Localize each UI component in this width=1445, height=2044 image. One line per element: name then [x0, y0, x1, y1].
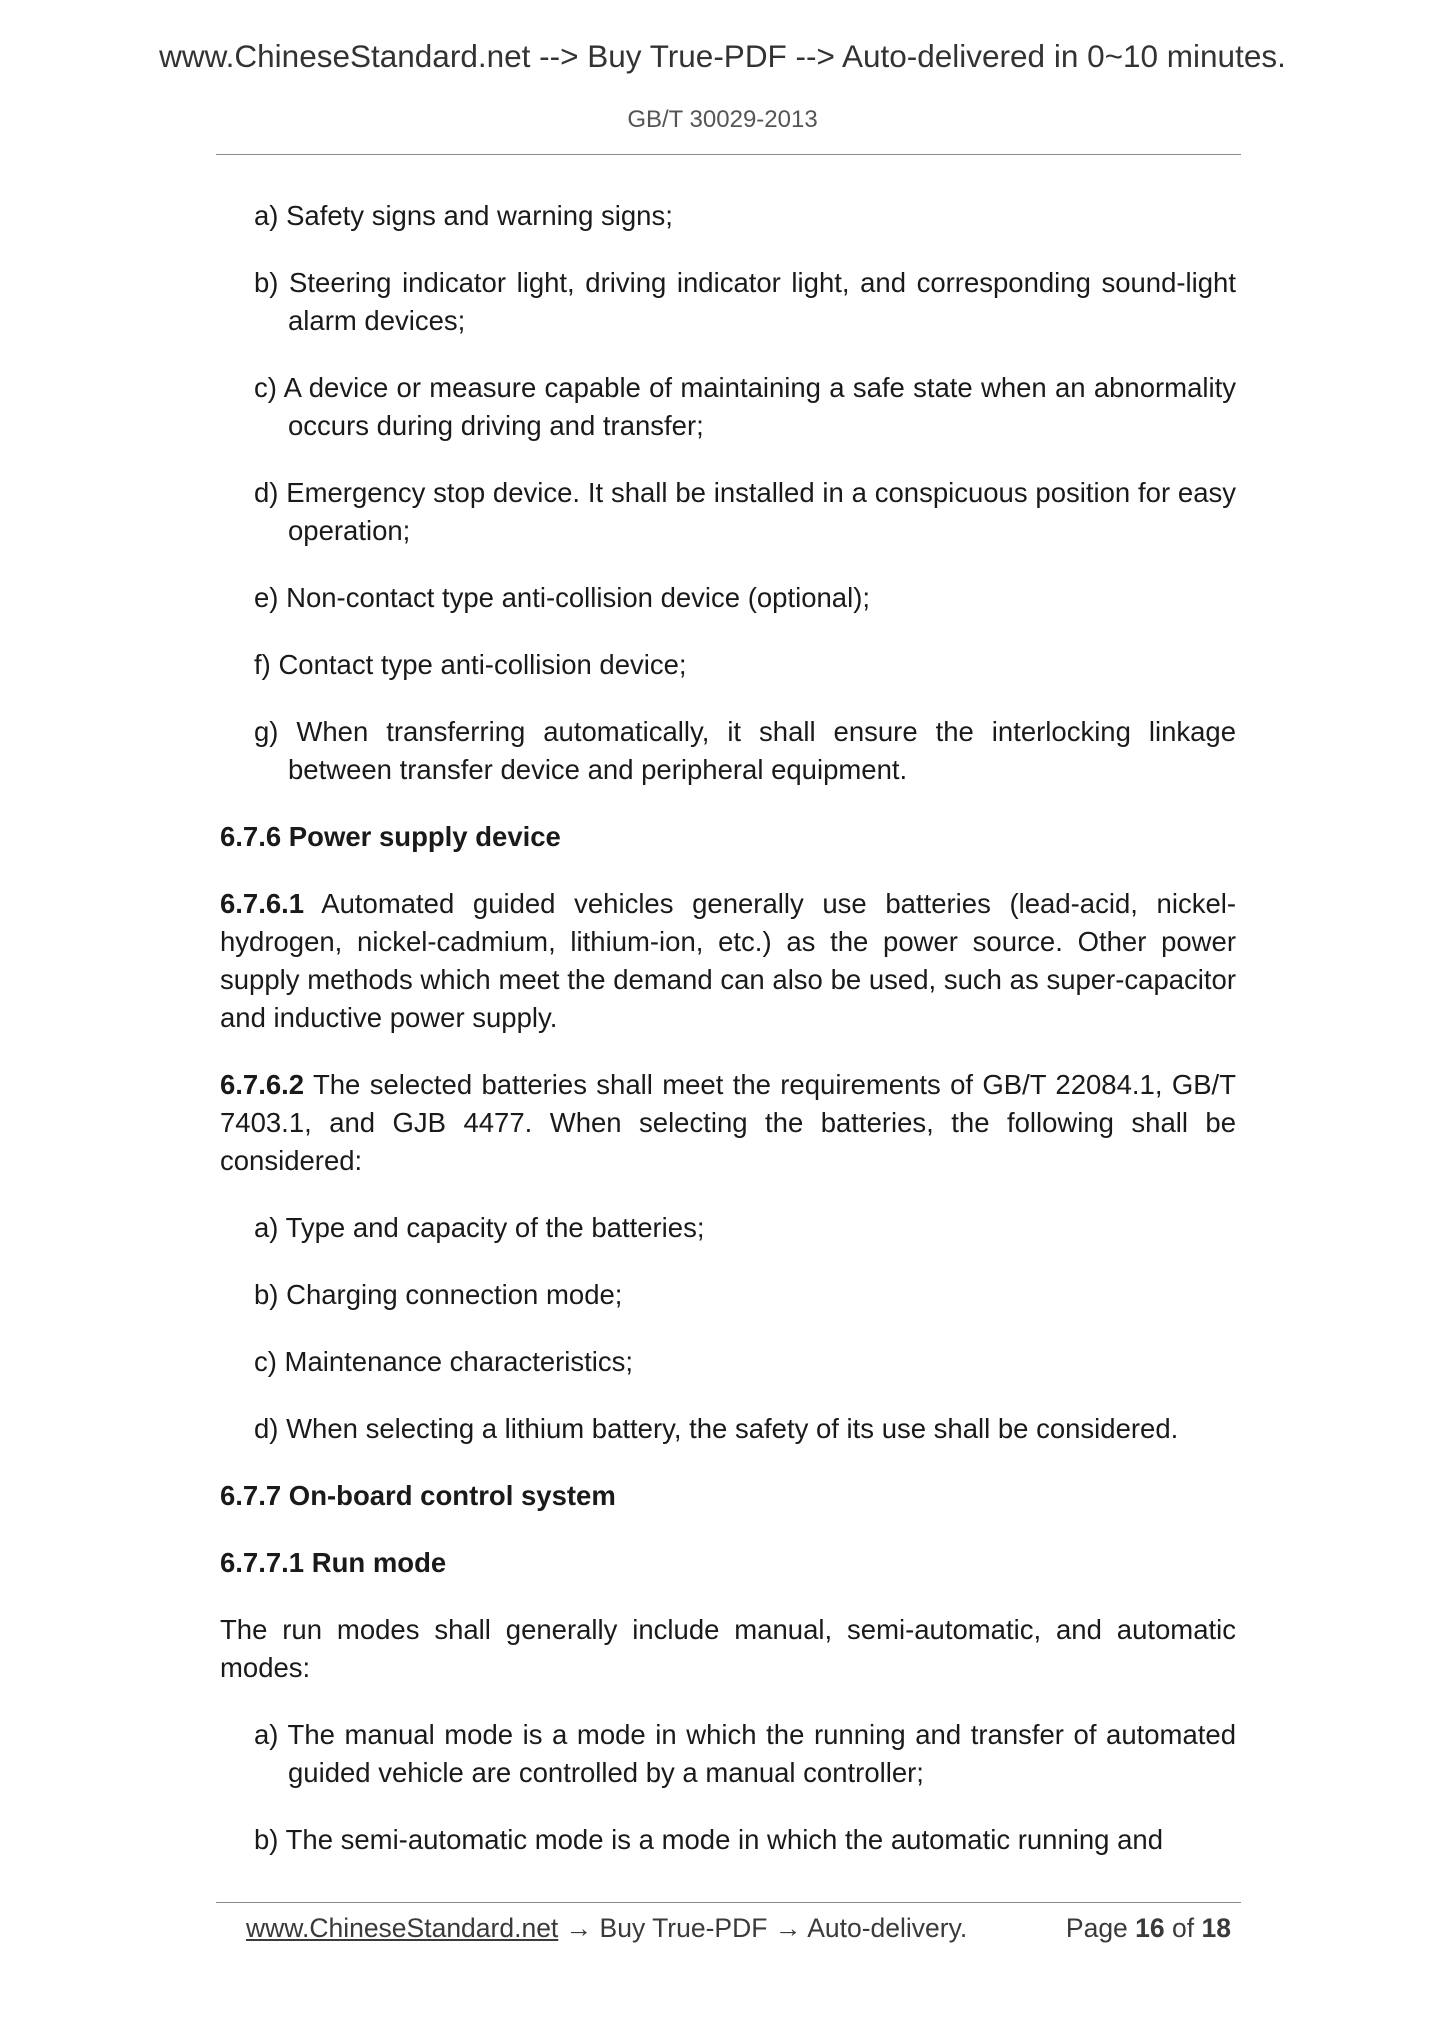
clause-text: The selected batteries shall meet the requirements of GB/T 22084.1, GB/T 7403.1, and GJB 4477. When selecting the batteries, the following shall be considered:	[220, 1069, 1236, 1176]
footer-delivery-text: Auto-delivery.	[807, 1913, 968, 1943]
arrow-right-icon: →	[565, 1913, 593, 1943]
list-item: b) The semi-automatic mode is a mode in which the automatic running and	[254, 1824, 1163, 1855]
list-item: a) Safety signs and warning signs;	[254, 200, 673, 231]
list-item: g) When transferring automatically, it shall ensure the interlocking linkage between transfer device and peripheral equipment.	[254, 716, 1236, 785]
list-item: c) Maintenance characteristics;	[254, 1346, 634, 1377]
list-item: b) Charging connection mode;	[254, 1279, 623, 1310]
page-label: Page	[1065, 1913, 1128, 1943]
page-current: 16	[1135, 1913, 1165, 1943]
run-mode-intro: The run modes shall generally include manual, semi-automatic, and automatic modes:	[220, 1614, 1236, 1683]
section-heading-control-system: 6.7.7 On-board control system	[220, 1480, 616, 1511]
list-item: b) Steering indicator light, driving indicator light, and corresponding sound-light alarm devices;	[254, 267, 1236, 336]
page-content	[220, 197, 1236, 1859]
of-label: of	[1172, 1913, 1195, 1943]
footer-left	[246, 1903, 967, 1953]
page-indicator	[1066, 1903, 1231, 1953]
list-item: e) Non-contact type anti-collision device (optional);	[254, 582, 870, 613]
list-item: f) Contact type anti-collision device;	[254, 649, 687, 680]
list-item: c) A device or measure capable of maintaining a safe state when an abnormality occurs during driving and transfer;	[254, 372, 1236, 441]
header-divider	[216, 154, 1241, 155]
footer-site-link[interactable]: www.ChineseStandard.net	[246, 1913, 559, 1943]
clause-number: 6.7.6.2	[220, 1069, 305, 1100]
list-item: a) The manual mode is a mode in which the running and transfer of automated guided vehicle are controlled by a manual controller;	[254, 1719, 1236, 1788]
page-footer	[0, 1903, 1445, 1953]
clause-text: Automated guided vehicles generally use batteries (lead-acid, nickel-hydrogen, nickel-cadmium, lithium-ion, etc.) as the power source. Other power supply methods which meet the demand can also be used, such as super-capacitor and inductive power supply.	[220, 888, 1236, 1033]
top-banner: www.ChineseStandard.net --> Buy True-PDF --> Auto-delivered in 0~10 minutes.	[159, 38, 1286, 74]
document-number: GB/T 30029-2013	[627, 106, 818, 133]
list-item: d) Emergency stop device. It shall be installed in a conspicuous position for easy operation;	[254, 477, 1236, 546]
section-heading-run-mode: 6.7.7.1 Run mode	[220, 1547, 447, 1578]
arrow-right-icon: →	[774, 1913, 802, 1943]
list-item: d) When selecting a lithium battery, the safety of its use shall be considered.	[254, 1413, 1179, 1444]
clause-number: 6.7.6.1	[220, 888, 305, 919]
page-total: 18	[1201, 1913, 1231, 1943]
clause-6761	[220, 885, 1236, 1037]
list-item: a) Type and capacity of the batteries;	[254, 1212, 705, 1243]
clause-6762	[220, 1066, 1236, 1180]
section-heading-power-supply: 6.7.6 Power supply device	[220, 821, 561, 852]
footer-buy-text: Buy True-PDF	[599, 1913, 768, 1943]
